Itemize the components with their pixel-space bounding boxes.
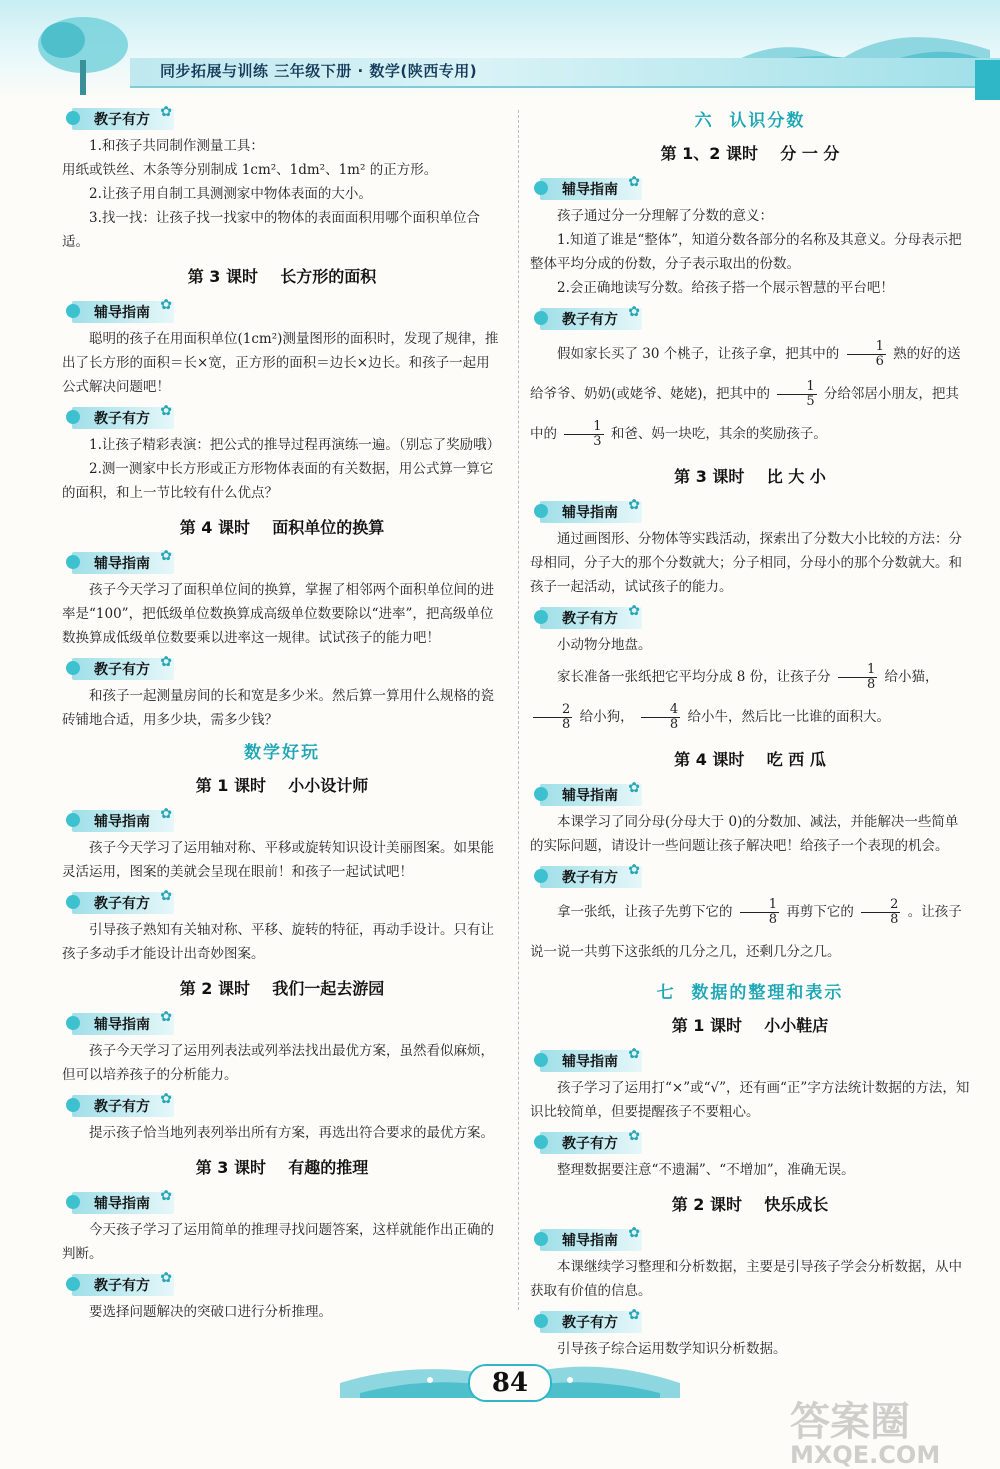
lesson-title: 第 2 课时 我们一起去游园 xyxy=(179,979,385,998)
paragraph: 1.让孩子精彩表演：把公式的推导过程再演练一遍。（别忘了奖励哦） xyxy=(89,437,501,453)
guide-tag: 辅导指南 ✿ xyxy=(540,784,642,806)
paragraph: 聪明的孩子在用面积单位(1cm²)测量图形的面积时，发现了规律，推出了长方形的面积＝长×宽，正方形的面积＝边长×边长。和孩子一起用公式解决问题吧！ xyxy=(62,331,499,395)
numerator: 2 xyxy=(533,703,572,718)
watermark-logo xyxy=(790,1390,990,1469)
text: 给小牛，然后比一比谁的面积大。 xyxy=(687,709,890,725)
guide-tag: 辅导指南 ✿ xyxy=(72,301,174,323)
teach-tag: 教子有方 ✿ xyxy=(72,1274,174,1296)
fraction xyxy=(533,703,572,732)
teach-tag: 教子有方 ✿ xyxy=(72,407,174,429)
fraction xyxy=(564,420,603,449)
paragraph: 和孩子一起测量房间的长和宽是多少米。然后算一算用什么规格的瓷砖铺地合适，用多少块，需多少钱？ xyxy=(62,688,494,728)
text: 给小猫， xyxy=(884,669,939,685)
fraction xyxy=(740,898,779,927)
paragraph: 用纸或铁丝、木条等分别制成 1cm²、1dm²、1m² 的正方形。 xyxy=(62,162,438,178)
lesson-title: 第 4 课时 面积单位的换算 xyxy=(179,518,385,537)
fraction xyxy=(838,663,877,692)
fraction xyxy=(777,380,816,409)
numerator: 1 xyxy=(564,420,603,435)
guide-tag: 辅导指南 ✿ xyxy=(540,501,642,523)
numerator: 1 xyxy=(838,663,877,678)
text: 拿一张纸，让孩子先剪下它的 xyxy=(557,904,733,920)
right-column xyxy=(530,100,970,1361)
paragraph: 孩子今天学习了面积单位间的换算，掌握了相邻两个面积单位间的进率是“100”，把低级单位数换算成高级单位数要除以“进率”，把高级单位数换算成低级单位数要乘以进率这一规律。试试孩子的能力吧！ xyxy=(62,582,494,646)
lesson-title: 第 1 课时 小小鞋店 xyxy=(671,1016,829,1035)
paragraph: 孩子通过分一分理解了分数的意义： xyxy=(557,208,773,224)
guide-tag: 辅导指南 ✿ xyxy=(72,1013,174,1035)
column-divider xyxy=(518,110,519,1310)
section-title: 数学好玩 xyxy=(244,743,320,763)
guide-tag: 辅导指南 ✿ xyxy=(72,810,174,832)
paragraph: 提示孩子恰当地列表列举出所有方案，再选出符合要求的最优方案。 xyxy=(89,1125,494,1141)
section-title: 六 认识分数 xyxy=(694,111,806,131)
text: 假如家长买了 30 个桃子，让孩子拿，把其中的 xyxy=(557,346,840,362)
text: 分给邻居小朋友，把其中的 xyxy=(530,386,959,442)
lesson-title: 第 1 课时 小小设计师 xyxy=(195,776,369,795)
side-tab xyxy=(975,60,1000,100)
text: 和爸、妈一块吃，其余的奖励孩子。 xyxy=(610,426,827,442)
teach-tag: 教子有方 ✿ xyxy=(72,1095,174,1117)
paragraph-with-fractions xyxy=(530,657,970,737)
numerator: 1 xyxy=(740,898,779,913)
numerator: 1 xyxy=(777,380,816,395)
paragraph: 引导孩子综合运用数学知识分析数据。 xyxy=(557,1341,787,1357)
paragraph: 小动物分地盘。 xyxy=(557,637,652,653)
teach-tag: 教子有方 ✿ xyxy=(72,658,174,680)
denominator: 8 xyxy=(562,717,571,732)
paragraph: 2.让孩子用自制工具测测家中物体表面的大小。 xyxy=(89,186,372,202)
denominator: 3 xyxy=(593,434,602,449)
denominator: 6 xyxy=(875,354,884,369)
guide-tag: 辅导指南 ✿ xyxy=(72,552,174,574)
teach-tag: 教子有方 ✿ xyxy=(72,108,174,130)
watermark-url: MXQE.COM xyxy=(790,1441,941,1469)
paragraph: 2.测一测家中长方形或正方形物体表面的有关数据，用公式算一算它的面积，和上一节比较有什么优点？ xyxy=(62,461,494,501)
text: 给小狗， xyxy=(579,709,634,725)
guide-tag: 辅导指南 ✿ xyxy=(540,1050,642,1072)
fraction xyxy=(861,898,900,927)
teach-tag: 教子有方 ✿ xyxy=(540,1311,642,1333)
denominator: 8 xyxy=(768,912,778,927)
lesson-title: 第 4 课时 吃 西 瓜 xyxy=(674,750,826,769)
denominator: 5 xyxy=(806,394,815,409)
paragraph: 本课继续学习整理和分析数据，主要是引导孩子学会分析数据，从中获取有价值的信息。 xyxy=(530,1259,962,1299)
denominator: 8 xyxy=(866,677,876,692)
lesson-title: 第 3 课时 长方形的面积 xyxy=(187,267,377,286)
paragraph: 2.会正确地读写分数。给孩子搭一个展示智慧的平台吧！ xyxy=(557,280,894,296)
paragraph: 通过画图形、分物体等实践活动，探索出了分数大小比较的方法：分母相同，分子大的那个分数就大；分子相同，分母小的那个分数就大。和孩子一起活动，试试孩子的能力。 xyxy=(530,531,962,595)
book-title: 同步拓展与训练 三年级下册 · 数学(陕西专用) xyxy=(160,62,478,80)
teach-tag: 教子有方 ✿ xyxy=(540,866,642,888)
guide-tag: 辅导指南 ✿ xyxy=(540,178,642,200)
paragraph: 引导孩子熟知有关轴对称、平移、旋转的特征，再动手设计。只有让孩子多动手才能设计出奇妙图案。 xyxy=(62,922,494,962)
teach-tag: 教子有方 ✿ xyxy=(540,308,642,330)
lesson-title: 第 3 课时 比 大 小 xyxy=(674,467,826,486)
left-column xyxy=(62,100,502,1324)
teach-tag: 教子有方 ✿ xyxy=(540,607,642,629)
page-header xyxy=(0,0,1000,100)
paragraph-with-fractions xyxy=(530,334,970,454)
lesson-title: 第 1、2 课时 分 一 分 xyxy=(660,144,840,163)
denominator: 8 xyxy=(669,717,679,732)
paragraph-with-fractions xyxy=(530,892,970,972)
paragraph: 1.和孩子共同制作测量工具： xyxy=(89,138,264,154)
paragraph: 整理数据要注意“不遗漏”、“不增加”，准确无误。 xyxy=(557,1162,855,1178)
paragraph: 孩子学习了运用打“×”或“√”，还有画“正”字方法统计数据的方法，知识比较简单，但要提醒孩子不要粗心。 xyxy=(530,1080,970,1120)
tree-illustration xyxy=(28,10,138,100)
watermark-text: 答案圈 xyxy=(790,1399,910,1445)
teach-tag: 教子有方 ✿ xyxy=(540,1132,642,1154)
guide-tag: 辅导指南 ✿ xyxy=(72,1192,174,1214)
paragraph: 本课学习了同分母(分母大于 0)的分数加、减法，并能解决一些简单的实际问题，请设计一些问题让孩子解决吧！给孩子一个表现的机会。 xyxy=(530,814,959,854)
numerator: 1 xyxy=(847,340,886,355)
section-title: 七 数据的整理和表示 xyxy=(656,983,844,1003)
page-number: 84 xyxy=(468,1364,552,1402)
numerator: 4 xyxy=(641,703,680,718)
paragraph: 孩子今天学习了运用列表法或列举法找出最优方案，虽然看似麻烦，但可以培养孩子的分析能力。 xyxy=(62,1043,494,1083)
denominator: 8 xyxy=(890,912,899,927)
guide-tag: 辅导指南 ✿ xyxy=(540,1229,642,1251)
numerator: 2 xyxy=(861,898,900,913)
paragraph: 3.找一找：让孩子找一找家中的物体的表面面积用哪个面积单位合适。 xyxy=(62,210,480,250)
paragraph: 今天孩子学习了运用简单的推理寻找问题答案，这样就能作出正确的判断。 xyxy=(62,1222,494,1262)
paragraph: 要选择问题解决的突破口进行分析推理。 xyxy=(89,1304,332,1320)
fraction xyxy=(847,340,886,369)
lesson-title: 第 2 课时 快乐成长 xyxy=(671,1195,829,1214)
lesson-title: 第 3 课时 有趣的推理 xyxy=(195,1158,369,1177)
text: 再剪下它的 xyxy=(786,904,854,920)
text: 。让孩子说一说一共剪下这张纸的几分之几，还剩几分之几。 xyxy=(530,904,962,960)
fraction xyxy=(641,703,680,732)
teach-tag: 教子有方 ✿ xyxy=(72,892,174,914)
paragraph: 孩子今天学习了运用轴对称、平移或旋转知识设计美丽图案。如果能灵活运用，图案的美就会呈现在眼前！和孩子一起试试吧！ xyxy=(62,840,494,880)
text: 家长准备一张纸把它平均分成 8 份，让孩子分 xyxy=(557,669,831,685)
text: 熟的好的送给爷爷、奶奶(或姥爷、姥姥)，把其中的 xyxy=(530,346,961,402)
paragraph: 1.知道了谁是“整体”，知道分数各部分的名称及其意义。分母表示把整体平均分成的份数，分子表示取出的份数。 xyxy=(530,232,962,272)
